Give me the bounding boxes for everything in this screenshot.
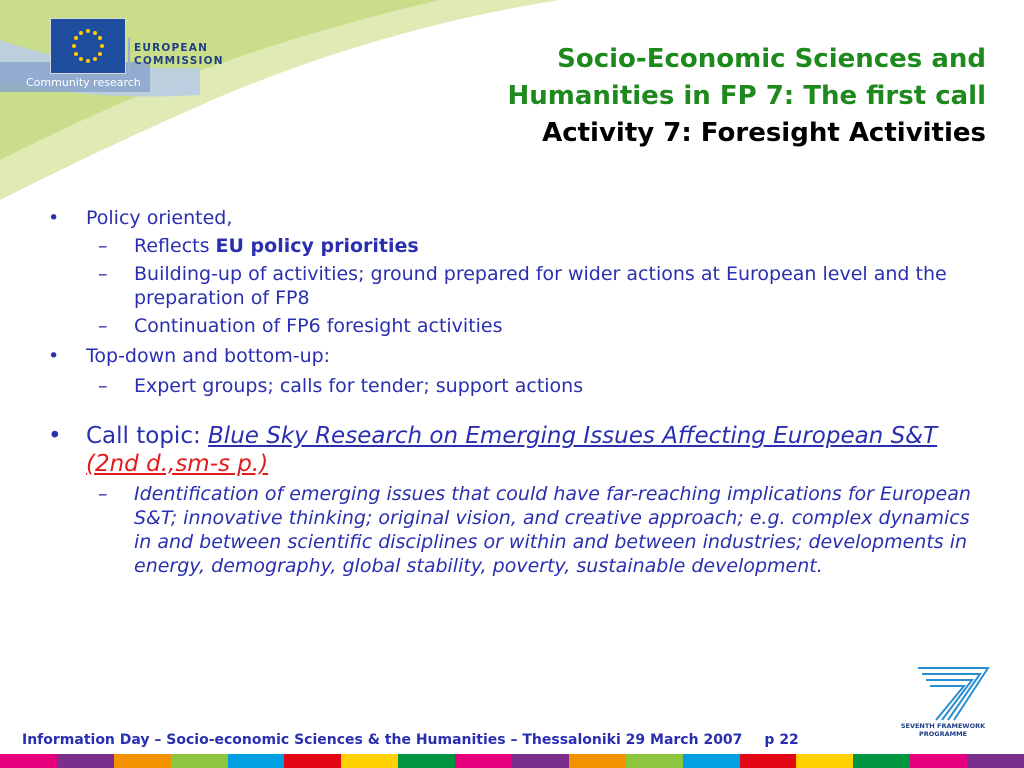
dash-icon: – xyxy=(98,315,108,337)
stripe-segment xyxy=(512,754,569,768)
bullet-call-topic xyxy=(48,422,978,478)
fp7-line1: SEVENTH FRAMEWORK xyxy=(900,722,986,730)
stripe-segment xyxy=(455,754,512,768)
community-research-label: Community research xyxy=(26,76,141,89)
european-commission-logo xyxy=(50,18,224,76)
stripe-segment xyxy=(57,754,114,768)
dash-icon: – xyxy=(98,375,108,397)
footer-text: Information Day – Socio-economic Sciences & the Humanities – Thessaloniki 29 March 2007 xyxy=(22,732,743,748)
fp7-line2: PROGRAMME xyxy=(918,730,968,738)
title-line1: Socio-Economic Sciences and xyxy=(557,44,986,74)
logo-line2: COMMISSION xyxy=(134,55,224,67)
stripe-segment xyxy=(228,754,285,768)
stripe-segment xyxy=(341,754,398,768)
sub-bullet-identification xyxy=(48,482,978,578)
sub-bullet-text: Expert groups; calls for tender; support actions xyxy=(134,375,584,397)
dash-icon: – xyxy=(98,235,108,257)
logo-divider xyxy=(128,38,130,72)
title-line3: Activity 7: Foresight Activities xyxy=(542,118,986,148)
stripe-segment xyxy=(967,754,1024,768)
dash-icon: – xyxy=(98,483,108,505)
stripe-segment xyxy=(171,754,228,768)
call-topic-link[interactable]: Blue Sky Research on Emerging Issues Affecting European S&T xyxy=(208,423,938,449)
logo-line1: EUROPEAN xyxy=(134,42,209,54)
bullet-icon: • xyxy=(48,345,60,367)
bullet-policy-oriented xyxy=(48,206,978,230)
slide-body xyxy=(48,206,978,578)
sub-bullet-text: Reflects xyxy=(134,235,216,257)
stripe-segment xyxy=(626,754,683,768)
logo-text xyxy=(134,42,224,68)
sub-bullet-building-up xyxy=(48,262,978,310)
eu-flag-icon xyxy=(50,18,126,74)
bullet-text: Policy oriented, xyxy=(86,207,233,229)
stripe-segment xyxy=(398,754,455,768)
title-line2: Humanities in FP 7: The first call xyxy=(507,81,986,111)
fp7-logo-text xyxy=(888,722,998,738)
bullet-text: Call topic: xyxy=(86,423,209,449)
dash-icon: – xyxy=(98,263,108,285)
sub-bullet-continuation xyxy=(48,314,978,338)
page-number: p 22 xyxy=(764,732,799,748)
color-stripe xyxy=(0,754,1024,768)
stripe-segment xyxy=(683,754,740,768)
call-topic-note: (2nd d.,sm-s p.) xyxy=(86,451,269,477)
stripe-segment xyxy=(853,754,910,768)
sub-bullet-emphasis: EU policy priorities xyxy=(215,235,419,257)
sub-bullet-expert-groups xyxy=(48,374,978,398)
stripe-segment xyxy=(796,754,853,768)
slide-title xyxy=(508,41,986,152)
sub-bullet-text: Continuation of FP6 foresight activities xyxy=(134,315,503,337)
stripe-segment xyxy=(569,754,626,768)
bullet-text: Top-down and bottom-up: xyxy=(86,345,331,367)
footer xyxy=(22,732,799,748)
stripe-segment xyxy=(0,754,57,768)
stripe-segment xyxy=(910,754,967,768)
sub-bullet-reflects xyxy=(48,234,978,258)
stripe-segment xyxy=(740,754,797,768)
sub-bullet-text: Identification of emerging issues that could have far-reaching implications for European S&T; innovative thinking; original vision, and creative approach; e.g. complex dynamics in and between scientific disciplines or within and between industries; developments in energy, demography, global stability, poverty, sustainable development. xyxy=(134,483,971,577)
stripe-segment xyxy=(114,754,171,768)
bullet-top-down xyxy=(48,344,978,368)
stripe-segment xyxy=(284,754,341,768)
sub-bullet-text: Building-up of activities; ground prepared for wider actions at European level and the preparation of FP8 xyxy=(134,263,947,309)
bullet-icon: • xyxy=(48,423,62,449)
bullet-icon: • xyxy=(48,207,60,229)
